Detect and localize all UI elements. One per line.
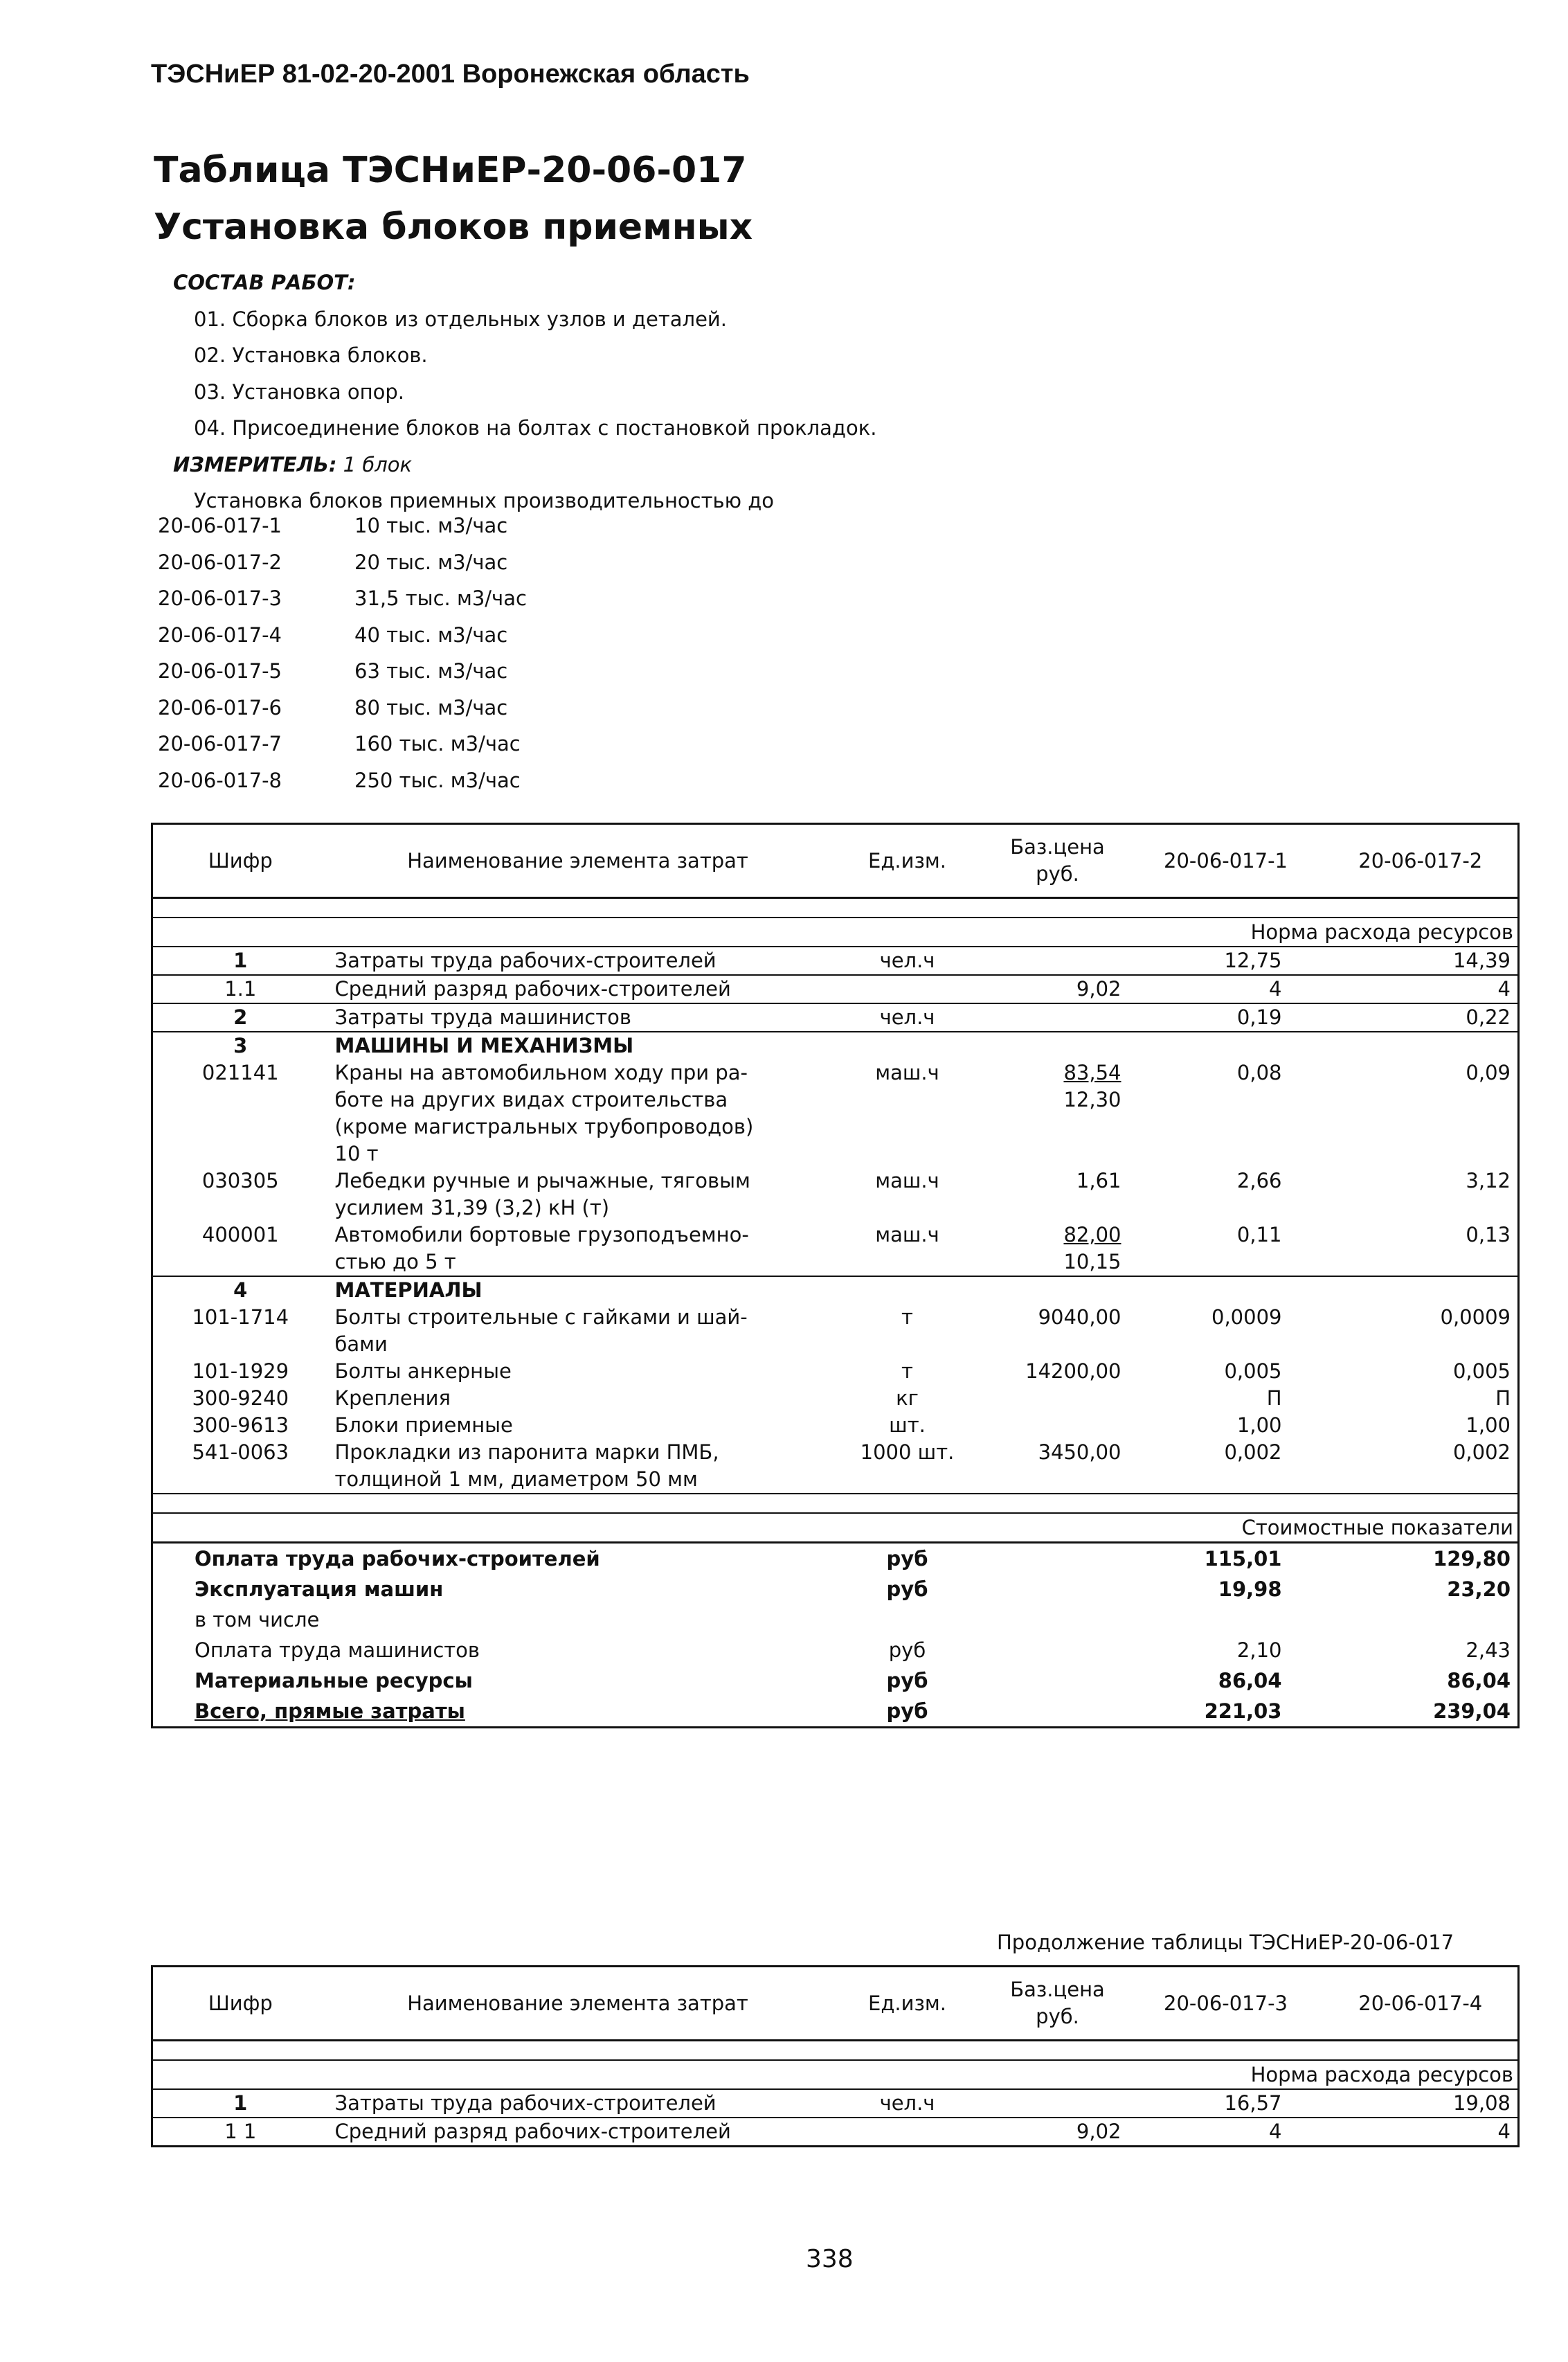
price-cell [987,1059,1128,1167]
base-price-wages: 10,15 [1063,1250,1121,1273]
spacer-row [152,898,1519,918]
variant-code: 20-06-017-1 [158,514,282,537]
composition-item: 04. Присоединение блоков на болтах с постановкой прокладок. [194,416,877,440]
variant-code: 20-06-017-4 [158,623,282,647]
unit-cell: чел.ч [828,947,987,975]
value-cell: 4 [1128,975,1324,1003]
meter-line [173,447,876,483]
unit-cell: маш.ч [875,1061,939,1084]
header-price: Баз.цена руб. [987,1967,1128,2041]
spacer-row [152,2041,1519,2061]
cost-value: 221,03 [1128,1696,1324,1728]
value-cell: 4 [1128,2118,1324,2147]
meter-description: Установка блоков приемных производительностью до [194,489,775,512]
table-row [152,1003,1519,1032]
spacer-row [152,1494,1519,1513]
norm-table [151,823,1520,1728]
header-row [152,1967,1519,2041]
value-cell: 0,005 [1224,1359,1282,1383]
code-cell: 1 [152,947,328,975]
continuation-caption: Продолжение таблицы ТЭСНиЕР-20-06-017 [997,1931,1454,1954]
cost-row [152,1604,1519,1635]
cost-price [987,1604,1128,1635]
variant-row [158,617,527,654]
table-row [152,1032,1519,1059]
header-code: Шифр [152,1967,328,2041]
name-cell: Болты строительные с гайками и шай- бами [334,1305,748,1356]
table-row [152,1276,1519,1304]
unit-cell: кг [896,1386,919,1410]
code-cell: 1.1 [152,975,328,1003]
name-cell: Затраты труда рабочих-строителей [328,2089,828,2118]
title-block [154,142,753,256]
variant-description: 160 тыс. м3/час [354,732,521,755]
code-cell: 2 [152,1003,328,1032]
name-cell: МАШИНЫ И МЕХАНИЗМЫ [328,1032,828,1059]
cost-value [1324,1604,1519,1635]
cost-band-label: Стоимостные показатели [152,1513,1519,1543]
unit-cell: шт. [889,1413,926,1437]
code-cell: 030305 [152,1167,328,1222]
cost-value: 2,43 [1324,1635,1519,1665]
unit-cell [828,2118,987,2147]
composition-item: 01. Сборка блоков из отдельных узлов и деталей. [194,307,727,331]
base-price: 1,61 [1076,1169,1121,1192]
value-cell: 0,09 [1324,1059,1519,1167]
value-cell [1128,1276,1324,1304]
code-cell: 101-1929 [152,1358,328,1385]
unit-cell: 1000 шт. [828,1439,987,1494]
cost-value: 239,04 [1324,1696,1519,1728]
header-row [152,824,1519,898]
header-unit: Ед.изм. [828,1967,987,2041]
table-row [152,1385,1519,1412]
value-cell: 0,002 [1324,1439,1519,1494]
variant-list [158,508,527,798]
base-price-wages: 12,30 [1063,1088,1121,1111]
variant-code: 20-06-017-8 [158,768,282,792]
unit-cell [828,975,987,1003]
cost-price [987,1574,1128,1604]
code-cell: 300-9240 [152,1385,328,1412]
code-cell: 4 [152,1276,328,1304]
base-price: 14200,00 [1025,1359,1121,1383]
base-price: 82,00 [1063,1223,1121,1246]
price-cell [987,2118,1128,2147]
cost-value: 23,20 [1324,1574,1519,1604]
price-cell [987,1003,1128,1032]
name-cell: Затраты труда рабочих-строителей [328,947,828,975]
composition-label: СОСТАВ РАБОТ: [173,271,356,294]
variant-row [158,726,527,762]
value-cell: 2,66 [1236,1169,1282,1192]
price-cell [987,1412,1128,1439]
meter-label: ИЗМЕРИТЕЛЬ: [173,452,337,476]
cost-value: 129,80 [1324,1543,1519,1575]
table-row [152,1304,1519,1358]
cost-price [987,1665,1128,1696]
unit-cell [828,1032,987,1059]
cost-value: 86,04 [1324,1665,1519,1696]
spacer-cell [152,2041,1519,2061]
price-cell [987,1222,1128,1276]
value-cell: 0,22 [1324,1003,1519,1032]
value-cell: 0,0009 [1324,1304,1519,1358]
value-cell: 0,005 [1324,1358,1519,1385]
cost-label: Оплата труда машинистов [152,1635,828,1665]
table-row [152,975,1519,1003]
value-cell: 0,11 [1236,1223,1282,1246]
header-unit: Ед.изм. [828,824,987,898]
spacer-cell [152,898,1519,918]
variant-row [158,653,527,690]
unit-cell: чел.ч [828,2089,987,2118]
table-row [152,1358,1519,1385]
header-col1: 20-06-017-3 [1128,1967,1324,2041]
cost-label: Всего, прямые затраты [152,1696,828,1728]
variant-code: 20-06-017-2 [158,550,282,574]
norm-band-label: Норма расхода ресурсов [152,2060,1519,2089]
name-cell: Затраты труда машинистов [328,1003,828,1032]
header-col1: 20-06-017-1 [1128,824,1324,898]
code-cell: 1 [152,2089,328,2118]
cost-unit: руб [886,1669,928,1692]
page-number: 338 [806,2245,854,2273]
name-cell: МАТЕРИАЛЫ [328,1276,828,1304]
table-subtitle: Установка блоков приемных [154,206,753,248]
unit-cell: т [901,1359,913,1383]
table-row [152,1439,1519,1494]
base-price: 9,02 [1076,2120,1121,2143]
name-cell: Прокладки из паронита марки ПМБ, толщиной 1 мм, диаметром 50 мм [328,1439,828,1494]
table-title: Таблица ТЭСНиЕР-20-06-017 [154,150,747,191]
value-cell: 4 [1324,2118,1519,2147]
variant-row [158,508,527,544]
value-cell: 14,39 [1324,947,1519,975]
value-cell [1324,1276,1519,1304]
price-cell [987,947,1128,975]
table-row [152,1222,1519,1276]
code-cell: 541-0063 [152,1439,328,1494]
cost-label: в том числе [152,1604,828,1635]
price-cell [987,1167,1128,1222]
price-cell [987,975,1128,1003]
norm-band [152,2060,1519,2089]
table-row [152,1059,1519,1167]
table-row [152,947,1519,975]
header-name: Наименование элемента затрат [328,824,828,898]
name-cell: Краны на автомобильном ходу при ра- боте на других видах строительства (кроме магистральных трубопроводов) 10 т [334,1061,754,1165]
value-cell: 4 [1324,975,1519,1003]
code-cell: 3 [152,1032,328,1059]
price-cell [987,1358,1128,1385]
cost-row [152,1574,1519,1604]
variant-description: 40 тыс. м3/час [354,623,508,647]
name-cell: Крепления [334,1386,451,1410]
price-cell [987,1439,1128,1494]
price-cell [987,1385,1128,1412]
name-cell: Болты анкерные [334,1359,512,1383]
meter-value: 1 блок [343,452,413,476]
cost-price [987,1635,1128,1665]
cost-band [152,1513,1519,1543]
value-cell: 0,13 [1324,1222,1519,1276]
price-cell [987,2089,1128,2118]
variant-description: 80 тыс. м3/час [354,695,508,719]
value-cell: 16,57 [1128,2089,1324,2118]
value-cell: 0,08 [1236,1061,1282,1084]
value-cell: П [1266,1386,1282,1410]
document-header: ТЭСНиЕР 81-02-20-2001 Воронежская область [151,60,750,89]
cost-unit: руб [888,1638,926,1662]
header-code: Шифр [152,824,328,898]
cost-label: Эксплуатация машин [152,1574,828,1604]
cost-value: 2,10 [1236,1638,1282,1662]
cost-price [987,1543,1128,1575]
code-cell: 021141 [152,1059,328,1167]
value-cell: 3,12 [1324,1167,1519,1222]
composition-item: 02. Установка блоков. [194,343,428,367]
header-price: Баз.цена руб. [987,824,1128,898]
header-name: Наименование элемента затрат [328,1967,828,2041]
base-price: 9040,00 [1038,1305,1121,1329]
variant-code: 20-06-017-6 [158,695,282,719]
variant-description: 31,5 тыс. м3/час [354,587,527,610]
variant-row [158,690,527,726]
name-cell: Автомобили бортовые грузоподъемно- стью до 5 т [334,1223,749,1273]
value-cell: 0,19 [1128,1003,1324,1032]
variant-description: 20 тыс. м3/час [354,550,508,574]
cost-unit: руб [886,1577,928,1601]
value-cell [1128,1032,1324,1059]
value-cell: 19,08 [1324,2089,1519,2118]
cost-value: 115,01 [1128,1543,1324,1575]
variant-row [158,544,527,581]
base-price: 83,54 [1063,1061,1121,1084]
cost-row [152,1635,1519,1665]
value-cell: П [1324,1385,1519,1412]
cost-label: Оплата труда рабочих-строителей [152,1543,828,1575]
variant-row [158,580,527,617]
norm-band [152,918,1519,947]
price-cell [987,1304,1128,1358]
variant-code: 20-06-017-7 [158,732,282,755]
value-cell: 1,00 [1324,1412,1519,1439]
value-cell: 1,00 [1236,1413,1282,1437]
value-cell: 0,0009 [1211,1305,1282,1329]
cost-value: 19,98 [1218,1577,1282,1601]
price-cell [987,1032,1128,1059]
code-cell: 1 1 [152,2118,328,2147]
cost-unit: руб [828,1543,987,1575]
header-col2: 20-06-017-4 [1324,1967,1519,2041]
cost-row [152,1665,1519,1696]
table-row [152,1167,1519,1222]
cost-unit [828,1604,987,1635]
variant-description: 250 тыс. м3/час [354,768,521,792]
value-cell [1324,1032,1519,1059]
table-row [152,2089,1519,2118]
norm-band-label: Норма расхода ресурсов [152,918,1519,947]
unit-cell: маш.ч [875,1169,939,1192]
cost-row [152,1696,1519,1728]
value-cell: 0,002 [1128,1439,1324,1494]
variant-code: 20-06-017-3 [158,587,282,610]
cost-row [152,1543,1519,1575]
composition-item: 03. Установка опор. [194,379,404,404]
price-cell [987,1276,1128,1304]
variant-description: 10 тыс. м3/час [354,514,508,537]
variant-row [158,762,527,799]
base-price: 3450,00 [1038,1440,1121,1464]
code-cell: 101-1714 [152,1304,328,1358]
base-price: 9,02 [1076,977,1121,1001]
cost-value: 86,04 [1218,1669,1282,1692]
unit-cell: т [901,1305,913,1329]
unit-cell: чел.ч [828,1003,987,1032]
unit-cell: маш.ч [875,1223,939,1246]
name-cell: Средний разряд рабочих-строителей [328,2118,828,2147]
spacer-cell [152,1494,1519,1513]
cost-price [987,1696,1128,1728]
table-row [152,1412,1519,1439]
value-cell: 12,75 [1128,947,1324,975]
name-cell: Средний разряд рабочих-строителей [328,975,828,1003]
name-cell: Блоки приемные [334,1413,513,1437]
cost-label: Материальные ресурсы [152,1665,828,1696]
norm-table-continued [151,1965,1520,2147]
variant-description: 63 тыс. м3/час [354,659,508,683]
cost-value [1128,1604,1324,1635]
table-row [152,2118,1519,2147]
header-col2: 20-06-017-2 [1324,824,1519,898]
variant-code: 20-06-017-5 [158,659,282,683]
code-cell: 400001 [152,1222,328,1276]
name-cell: Лебедки ручные и рычажные, тяговым усилием 31,39 (3,2) кН (т) [334,1169,750,1219]
work-composition [173,265,876,519]
code-cell: 300-9613 [152,1412,328,1439]
unit-cell [828,1276,987,1304]
cost-unit: руб [828,1696,987,1728]
